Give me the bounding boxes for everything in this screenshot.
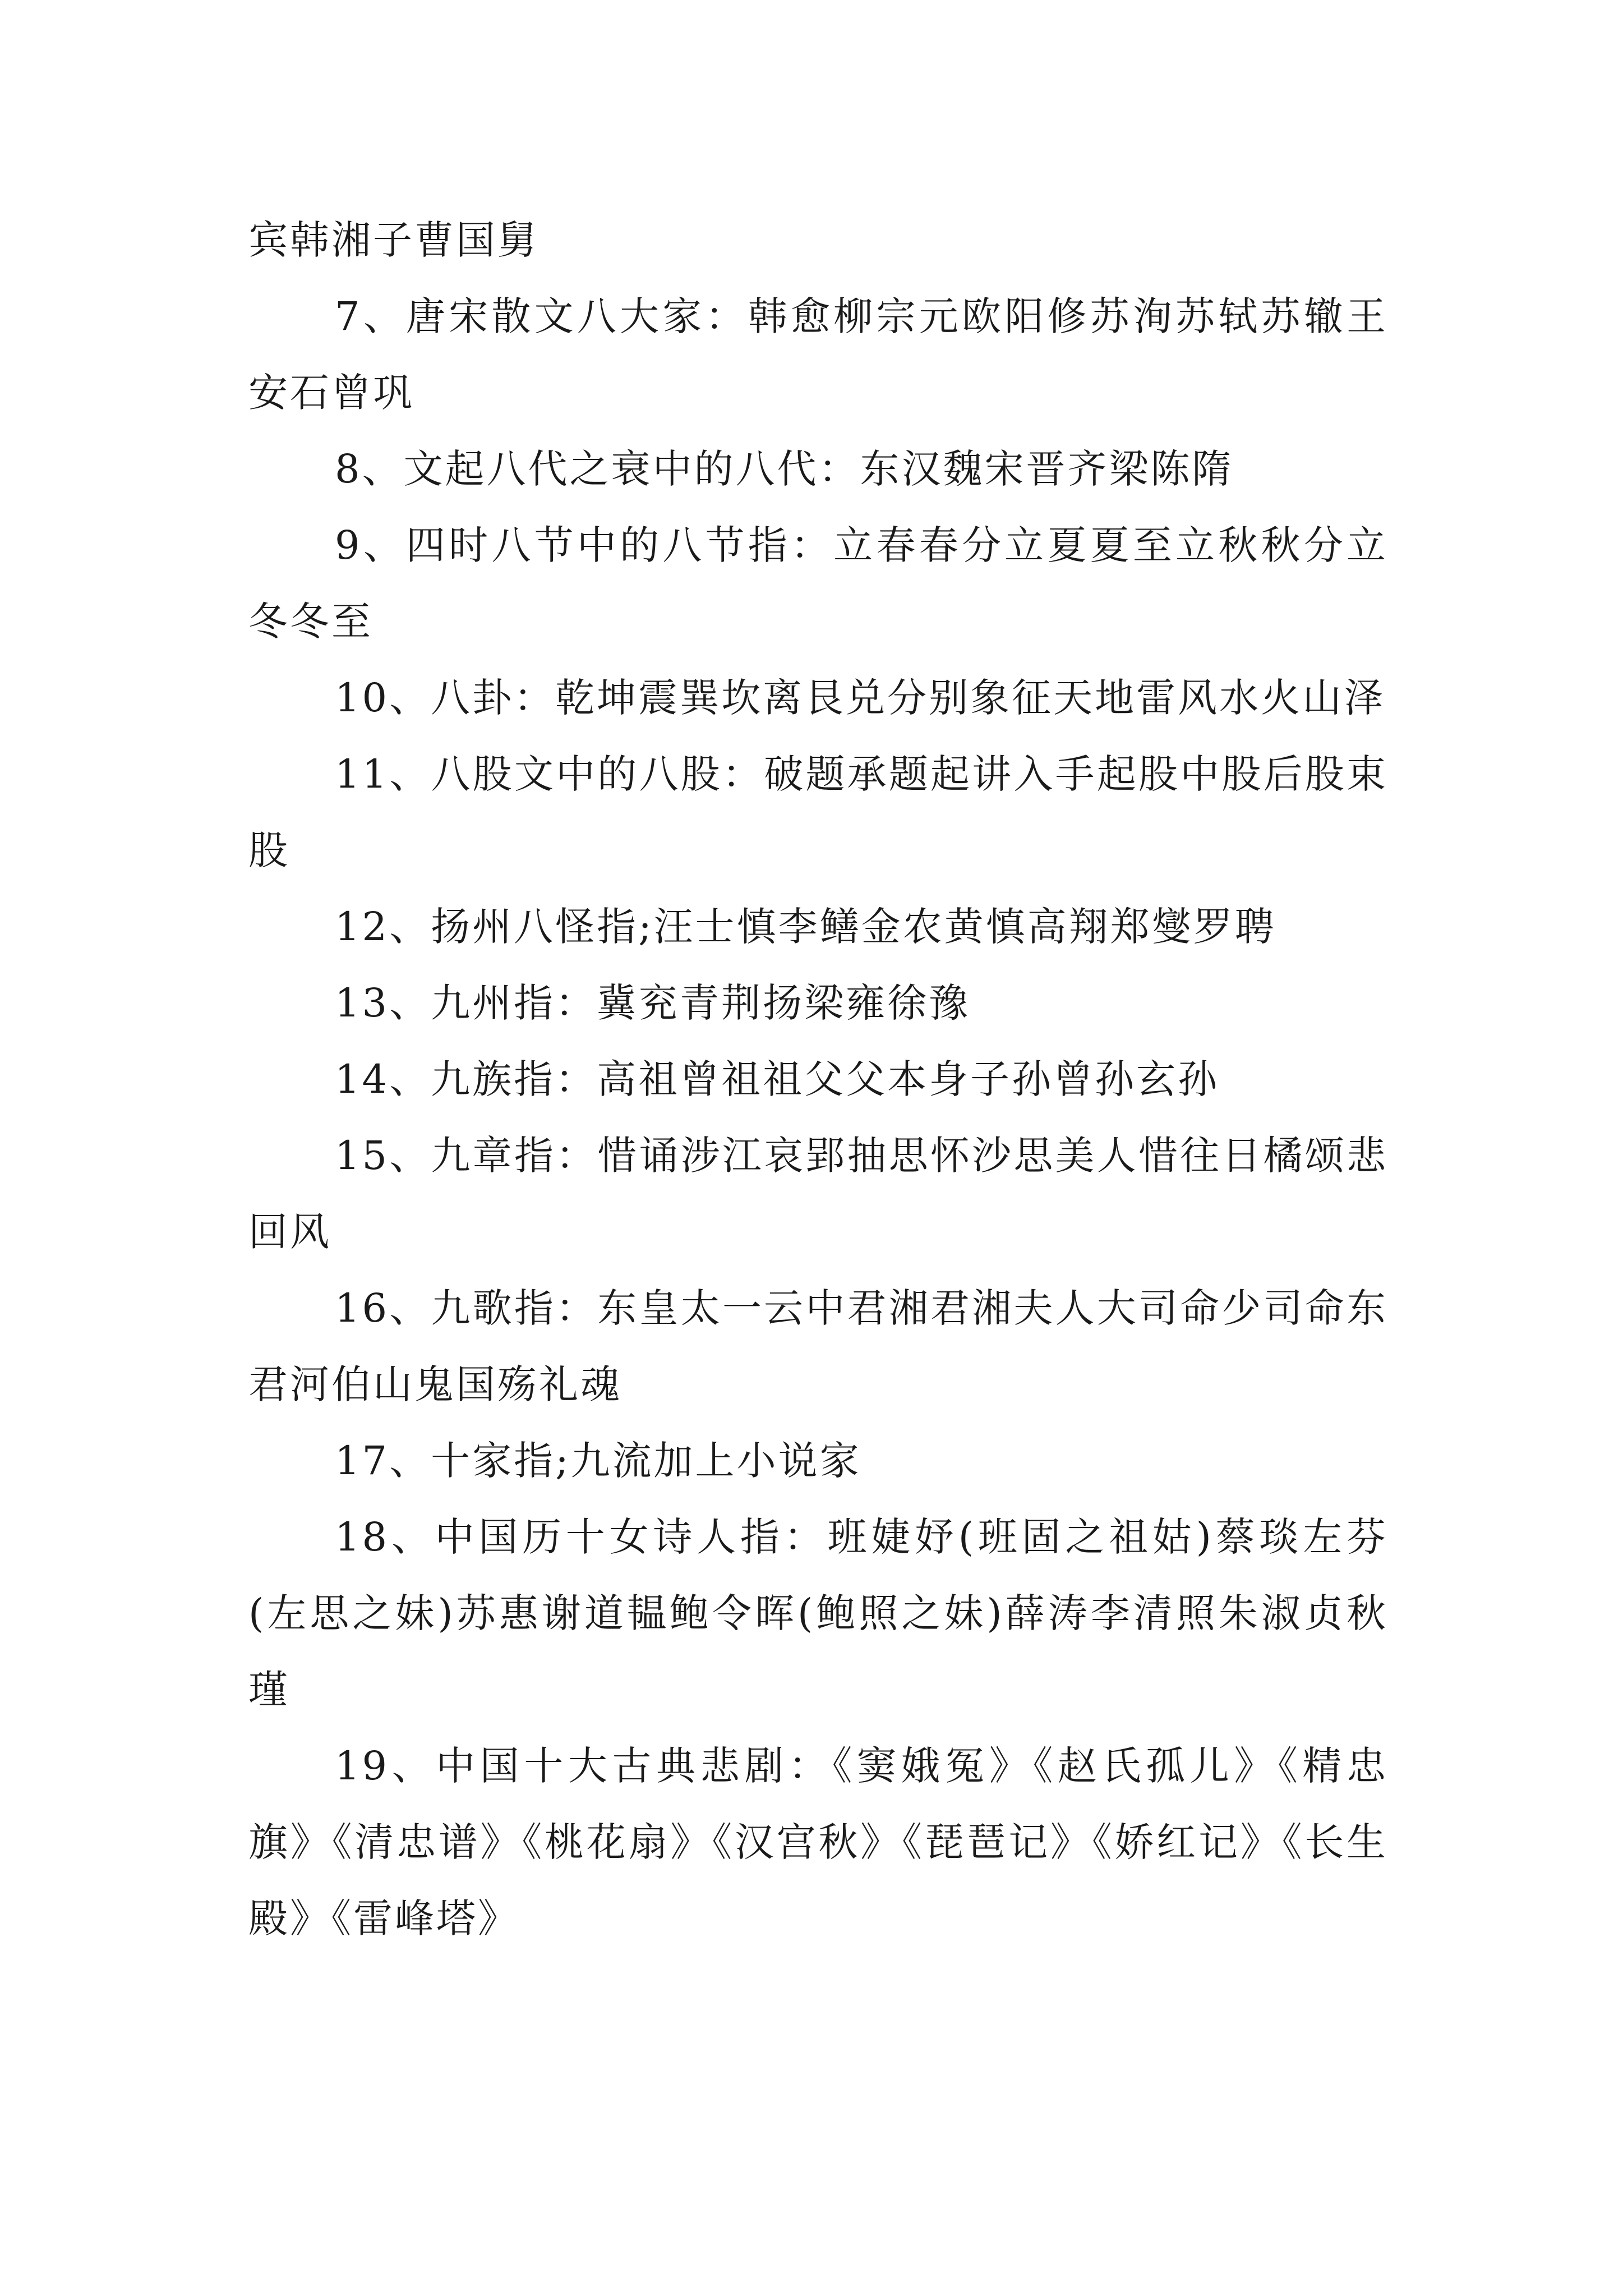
paragraph-item-9: 9、四时八节中的八节指：立春春分立夏夏至立秋秋分立冬冬至 [248, 522, 1388, 645]
paragraph-continuation: 宾韩湘子曹国舅 [248, 217, 539, 263]
paragraph-item-8: 8、文起八代之衰中的八代：东汉魏宋晋齐梁陈隋 [335, 446, 1234, 492]
paragraph-item-11: 11、八股文中的八股：破题承题起讲入手起股中股后股束股 [248, 751, 1388, 873]
paragraph-item-14: 14、九族指：高祖曾祖祖父父本身子孙曾孙玄孙 [335, 1056, 1220, 1102]
paragraph-item-16: 16、九歌指：东皇太一云中君湘君湘夫人大司命少司命东君河伯山鬼国殇礼魂 [248, 1285, 1388, 1407]
paragraph-item-17: 17、十家指;九流加上小说家 [335, 1438, 861, 1484]
document-body [248, 202, 1388, 1957]
paragraph-item-7: 7、唐宋散文八大家：韩愈柳宗元欧阳修苏洵苏轼苏辙王安石曾巩 [248, 293, 1388, 416]
paragraph-item-19: 19、中国十大古典悲剧：《窦娥冤》《赵氏孤儿》《精忠旗》《清忠谱》《桃花扇》《汉宫秋》《琵琶记》《娇红记》《长生殿》《雷峰塔》 [248, 1743, 1388, 1941]
paragraph-item-10: 10、八卦：乾坤震巽坎离艮兑分别象征天地雷风水火山泽 [335, 675, 1386, 721]
paragraph-item-15: 15、九章指：惜诵涉江哀郢抽思怀沙思美人惜往日橘颂悲回风 [248, 1133, 1388, 1255]
paragraph-item-12: 12、扬州八怪指;汪士慎李鳝金农黄慎高翔郑燮罗聘 [335, 904, 1276, 950]
paragraph-item-18: 18、中国历十女诗人指：班婕妤(班固之祖姑)蔡琰左芬(左思之妹)苏惠谢道韫鲍令晖(鲍照之妹)薛涛李清照朱淑贞秋瑾 [248, 1514, 1388, 1713]
paragraph-item-13: 13、九州指：冀兖青荆扬梁雍徐豫 [335, 980, 971, 1026]
